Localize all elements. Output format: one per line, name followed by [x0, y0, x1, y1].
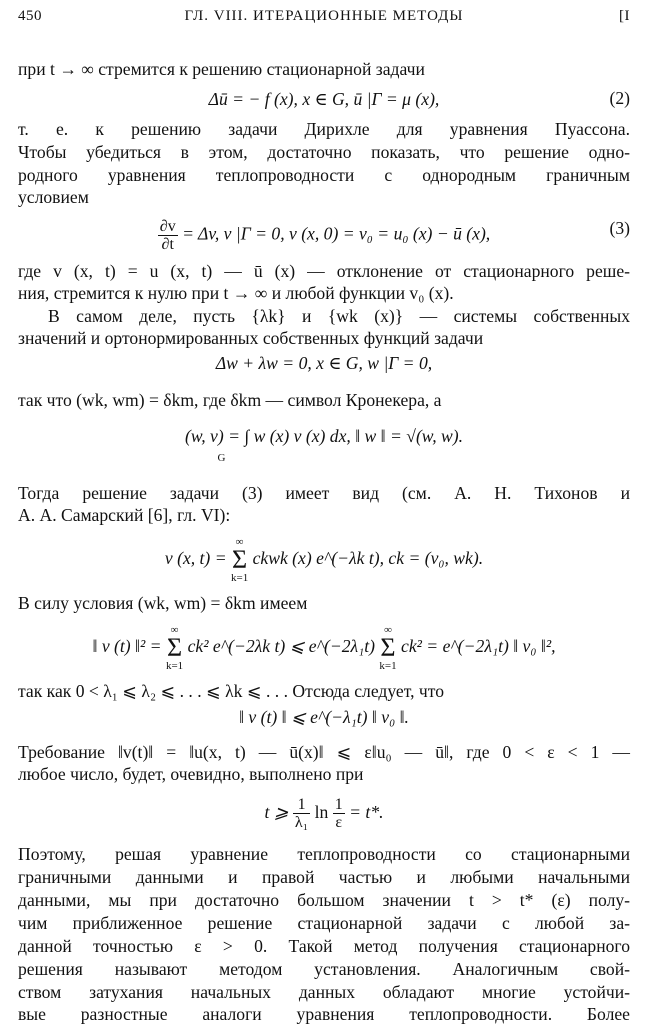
page-number: 450 — [18, 8, 42, 24]
sum-lower: k=1 — [379, 659, 397, 672]
text-line: А. А. Самарский [6], гл. VI): — [18, 505, 231, 525]
formula-text: ck² e^(−2λk t) ⩽ e^(−2λ₁t) — [187, 636, 375, 656]
sum-sign: ∞ Σ k=1 — [230, 535, 249, 584]
equation-number: (3) — [609, 218, 630, 238]
text-line: вые разностные аналоги уравнения теплопроводности. Более — [18, 1004, 630, 1024]
fraction — [333, 796, 345, 831]
text-line: Тогда решение задачи (3) имеет вид (см. А. Н. Тихонов и — [18, 483, 630, 503]
formula-2 — [18, 88, 630, 111]
text-line: при t → ∞ стремится к решению стационарной задачи — [18, 59, 425, 79]
formula-text: ‖ v (t) ‖ ⩽ e^(−λ₁t) ‖ v₀ ‖. — [239, 707, 409, 727]
sum-sign: ∞ Σ k=1 — [165, 623, 184, 672]
integral-domain: G — [217, 452, 226, 464]
text-line: значений и ортонормированных собственных функций задачи — [18, 328, 484, 348]
formula-text: Δū = − f (x), x ∈ G, ū |Γ = μ (x), — [208, 89, 440, 109]
page-header — [18, 8, 630, 30]
sum-sign: ∞ Σ k=1 — [379, 623, 397, 672]
text-line: ния, стремится к нулю при t → ∞ и любой функции v₀ (x). — [18, 283, 454, 303]
text-line: Поэтому, решая уравнение теплопроводности со стационарными — [18, 844, 630, 864]
sum-lower: k=1 — [230, 571, 249, 584]
text-line: данными, мы при достаточно большом значении t > t* (ε) полу- — [18, 890, 630, 910]
fraction — [158, 218, 178, 253]
text-line: родного уравнения теплопроводности с однородным граничным — [18, 165, 630, 185]
chapter-mark: [I — [619, 8, 630, 24]
formula-text: ck² = e^(−2λ₁t) ‖ v₀ ‖², — [401, 636, 556, 656]
formula-text: (w, v) = ∫ w (x) v (x) dx, ‖ w ‖ = √(w, w). — [184, 426, 464, 446]
formula-text: Δw + λw = 0, x ∈ G, w |Γ = 0, — [215, 353, 433, 373]
denominator: ε — [335, 814, 343, 832]
formula-norm — [18, 618, 630, 674]
formula-3 — [18, 218, 630, 253]
running-title: ГЛ. VIII. ИТЕРАЦИОННЫЕ МЕТОДЫ — [184, 8, 464, 24]
equation-number: (2) — [609, 88, 630, 108]
text-line: В самом деле, пусть {λk} и {wk (x)} — системы собственных — [48, 306, 630, 326]
denominator: λ₁ — [294, 814, 309, 832]
sum-lower: k=1 — [165, 659, 184, 672]
numerator: 1 — [293, 796, 310, 814]
text-line: любое число, будет, очевидно, выполнено при — [18, 764, 364, 784]
fraction — [293, 796, 310, 831]
text-line: Требование ‖v(t)‖ = ‖u(x, t) — ū(x)‖ ⩽ ε‖u₀ — ū‖, где 0 < ε < 1 — — [18, 742, 630, 762]
formula-text: ‖ v (t) ‖² = — [92, 636, 162, 656]
formula-eigen — [18, 352, 630, 375]
formula-inner-product — [18, 425, 630, 448]
text-line: условием — [18, 187, 89, 207]
formula-text: v (x, t) = — [164, 548, 227, 568]
text-line: так что (wk, wm) = δkm, где δkm — символ Кронекера, а — [18, 390, 442, 410]
text-line: т. е. к решению задачи Дирихле для уравнения Пуассона. — [18, 119, 630, 139]
sum-upper: ∞ — [170, 623, 179, 636]
numerator: 1 — [334, 796, 343, 814]
text-line: данной точностью ε > 0. Такой метод получения стационарного — [18, 936, 630, 956]
formula-decay — [18, 706, 630, 729]
text-line: где v (x, t) = u (x, t) — ū (x) — отклонение от стационарного реше- — [18, 261, 630, 281]
numerator: ∂v — [159, 218, 176, 235]
text-line: решения называют методом установления. Аналогичным свой- — [18, 959, 630, 979]
formula-text: = Δv, v |Γ = 0, v (x, 0) = v₀ = u₀ (x) − ū (x), — [182, 223, 491, 244]
formula-text: = t*. — [349, 802, 384, 822]
formula-text: ckwk (x) e^(−λk t), ck = (v₀, wk). — [252, 548, 484, 568]
text-line: Чтобы убедиться в этом, достаточно показать, что решение одно- — [18, 142, 630, 162]
sum-upper: ∞ — [235, 535, 244, 548]
formula-text: ln — [314, 802, 329, 822]
formula-time — [18, 790, 630, 834]
text-line: так как 0 < λ₁ ⩽ λ₂ ⩽ . . . ⩽ λk ⩽ . . . Отсюда следует, что — [18, 681, 444, 701]
text-line: ством затухания начальных данных обладают многие устойчи- — [18, 982, 630, 1002]
text-line: чим приближенное решение стационарной задачи с любой за- — [18, 913, 630, 933]
sum-upper: ∞ — [384, 623, 392, 636]
formula-solution — [18, 530, 630, 586]
text-line: граничными данными и правой частью и любыми начальными — [18, 867, 630, 887]
text-line: В силу условия (wk, wm) = δkm имеем — [18, 593, 308, 613]
formula-text: t ⩾ — [264, 802, 289, 822]
denominator: ∂t — [161, 236, 174, 253]
